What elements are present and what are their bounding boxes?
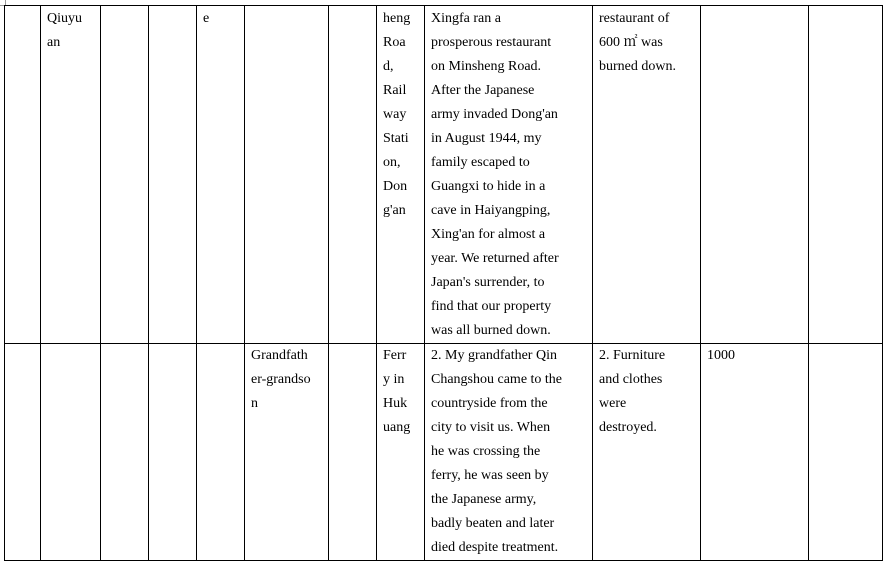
cell-relationship: Grandfath er-grandso n <box>245 344 329 561</box>
cell-r1-c3 <box>101 6 149 344</box>
cell-r1-c12 <box>809 6 883 344</box>
cell-r1-c1 <box>5 6 41 344</box>
table-row <box>5 6 883 344</box>
cell-location: Ferr y in Huk uang <box>377 344 425 561</box>
cell-r1-c7 <box>329 6 377 344</box>
table-row <box>5 344 883 561</box>
cell-r2-c3 <box>101 344 149 561</box>
cell-losses: restaurant of 600 ㎡ was burned down. <box>593 6 701 344</box>
cell-r2-c7 <box>329 344 377 561</box>
cell-name: Qiuyu an <box>41 6 101 344</box>
cell-r2-c12 <box>809 344 883 561</box>
cell-amount: 1000 <box>701 344 809 561</box>
cell-losses: 2. Furniture and clothes were destroyed. <box>593 344 701 561</box>
cell-r1-c5: e <box>197 6 245 344</box>
cell-name <box>41 344 101 561</box>
victims-table <box>4 5 883 561</box>
cell-r2-c5 <box>197 344 245 561</box>
cell-amount <box>701 6 809 344</box>
cell-description: Xingfa ran a prosperous restaurant on Minsheng Road. After the Japanese army invaded Dong'an in August 1944, my family escaped to Guangxi to hide in a cave in Haiyangping, Xing'an for almost a year. We returned after Japan's surrender, to find that our property was all burned down. <box>425 6 593 344</box>
cell-r2-c4 <box>149 344 197 561</box>
cell-r2-c1 <box>5 344 41 561</box>
cell-r1-c4 <box>149 6 197 344</box>
cell-location: heng Roa d, Rail way Stati on, Don g'an <box>377 6 425 344</box>
cell-description: 2. My grandfather Qin Changshou came to the countryside from the city to visit us. When he was crossing the ferry, he was seen by the Japanese army, badly beaten and later died despite treatment. <box>425 344 593 561</box>
cell-relationship <box>245 6 329 344</box>
